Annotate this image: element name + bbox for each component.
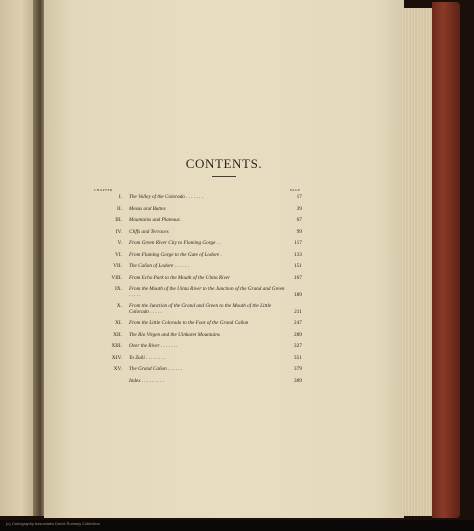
chapter-title: The Cañon of Lodore . . . . . . [129, 263, 189, 269]
page-title: CONTENTS. [185, 156, 263, 171]
chapter-number: IV. [115, 228, 122, 235]
toc-row [80, 343, 302, 355]
chapter-title: The Valley of the Colorado . . . . . . . [129, 194, 204, 200]
chapter-title: The Rio Virgen and the Uinkaret Mountains [129, 331, 220, 338]
chapter-number: VI. [114, 251, 122, 258]
toc-row [80, 286, 302, 303]
chapter-number: XI. [114, 320, 122, 326]
toc-row [80, 229, 302, 241]
toc-row [80, 275, 302, 287]
chapter-page: 327 [293, 343, 302, 349]
chapter-title: From the Mouth of the Uinta River to the Junction of the Grand and Green . . . . . [129, 286, 285, 299]
chapter-number: XIV. [111, 354, 122, 361]
chapter-number: II. [117, 205, 122, 212]
page-column-header: PAGE [290, 188, 301, 192]
toc-row [80, 320, 302, 332]
toc-row [80, 366, 302, 378]
page-edges [402, 8, 434, 516]
chapter-title: The Grand Cañon . . . . . . [129, 366, 183, 372]
toc-row [80, 252, 302, 264]
chapter-title: From Flaming Gorge to the Gate of Lodore . [129, 251, 222, 258]
chapter-title: From the Little Colorado to the Foot of the Grand Cañon [129, 320, 249, 326]
chapter-title: Cliffs and Terraces [129, 228, 169, 235]
chapter-page: 151 [293, 263, 302, 269]
index-title: Index . . . . . . . . . [129, 377, 164, 384]
chapter-page: 99 [296, 228, 302, 235]
chapter-title: From Green River City to Flaming Gorge . . [129, 240, 221, 246]
chapter-number: IX. [114, 286, 122, 292]
index-page: 389 [293, 377, 302, 384]
chapter-page: 167 [293, 274, 302, 281]
table-of-contents [80, 194, 302, 389]
chapter-page: 379 [293, 366, 302, 372]
chapter-number: VIII. [111, 274, 122, 281]
chapter-page: 211 [294, 309, 302, 315]
chapter-page: 247 [293, 320, 302, 326]
chapter-number: XIII. [111, 343, 122, 349]
toc-row [80, 194, 302, 206]
toc-row [80, 217, 302, 229]
book-cover [432, 2, 460, 518]
toc-row [80, 240, 302, 252]
toc-row [80, 355, 302, 367]
chapter-number: I. [118, 194, 122, 200]
chapter-number: V. [117, 240, 122, 246]
toc-row [80, 303, 302, 320]
chapter-title: From Echo Park to the Mouth of the Uinta River [129, 274, 231, 281]
chapter-title: Mesas and Buttes [129, 205, 166, 212]
chapter-page: 117 [294, 240, 302, 246]
toc-row [80, 378, 302, 390]
chapter-page: 351 [293, 354, 302, 361]
chapter-page: 289 [293, 331, 302, 338]
chapter-number: XV. [113, 366, 122, 372]
toc-row [80, 263, 302, 275]
copyright-footer: (c) Cartography Associates David Rumsey Collection [6, 521, 100, 526]
chapter-title: Mountains and Plateaus [129, 217, 180, 223]
chapter-page: 189 [293, 292, 302, 298]
chapter-title: From the Junction of the Grand and Green to the Mouth of the Little Colorado . . . . . [129, 303, 272, 316]
chapter-page: 133 [293, 251, 302, 258]
chapter-number: III. [115, 217, 122, 223]
chapter-column-header: CHAPTER [94, 188, 113, 192]
chapter-number: X. [116, 303, 122, 309]
chapter-number: XII. [113, 331, 122, 338]
chapter-page: 17 [296, 194, 302, 200]
chapter-title: Over the River . . . . . . . [129, 343, 178, 349]
title-rule [212, 176, 236, 177]
toc-row [80, 332, 302, 344]
chapter-title: To Zuñi . . . . . . . . [129, 354, 166, 361]
chapter-page: 67 [296, 217, 302, 223]
chapter-number: VII. [113, 263, 122, 269]
chapter-page: 39 [296, 205, 302, 212]
toc-row [80, 206, 302, 218]
